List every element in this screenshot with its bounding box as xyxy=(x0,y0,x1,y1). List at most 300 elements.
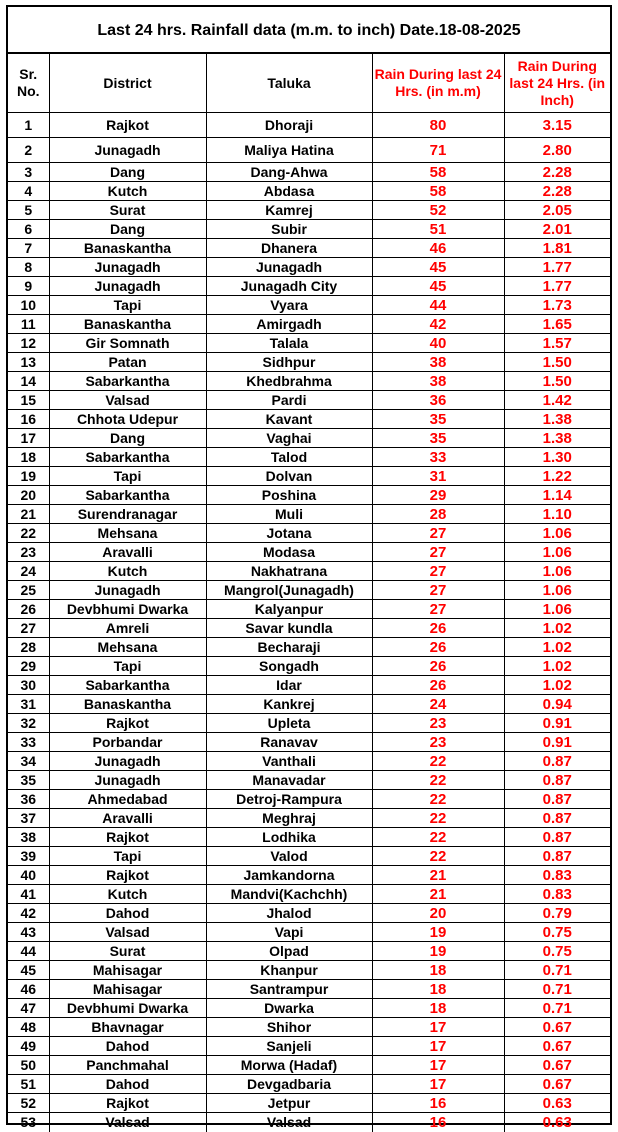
header-rain-inch: Rain During last 24 Hrs. (in Inch) xyxy=(504,54,610,113)
table-row xyxy=(8,372,610,391)
cell-district: Kutch xyxy=(49,885,206,904)
table-row xyxy=(8,1113,610,1132)
header-sr: Sr. No. xyxy=(8,54,49,113)
cell-taluka: Jotana xyxy=(206,524,372,543)
cell-rain-mm: 58 xyxy=(372,163,504,182)
cell-sr: 28 xyxy=(8,638,49,657)
cell-rain-inch: 1.77 xyxy=(504,277,610,296)
cell-rain-mm: 35 xyxy=(372,410,504,429)
cell-rain-inch: 1.77 xyxy=(504,258,610,277)
table-row xyxy=(8,904,610,923)
cell-rain-inch: 0.67 xyxy=(504,1056,610,1075)
cell-sr: 50 xyxy=(8,1056,49,1075)
cell-sr: 33 xyxy=(8,733,49,752)
cell-rain-inch: 1.06 xyxy=(504,543,610,562)
cell-rain-mm: 40 xyxy=(372,334,504,353)
cell-district: Porbandar xyxy=(49,733,206,752)
cell-sr: 7 xyxy=(8,239,49,258)
cell-rain-inch: 0.87 xyxy=(504,790,610,809)
cell-sr: 10 xyxy=(8,296,49,315)
cell-sr: 24 xyxy=(8,562,49,581)
cell-rain-inch: 0.87 xyxy=(504,771,610,790)
cell-rain-inch: 1.22 xyxy=(504,467,610,486)
cell-rain-inch: 1.73 xyxy=(504,296,610,315)
table-row xyxy=(8,1094,610,1113)
cell-district: Valsad xyxy=(49,923,206,942)
table-row xyxy=(8,486,610,505)
cell-sr: 12 xyxy=(8,334,49,353)
cell-rain-inch: 0.67 xyxy=(504,1075,610,1094)
cell-rain-mm: 27 xyxy=(372,543,504,562)
cell-rain-inch: 0.83 xyxy=(504,866,610,885)
cell-district: Banaskantha xyxy=(49,695,206,714)
table-row xyxy=(8,138,610,163)
cell-rain-mm: 27 xyxy=(372,524,504,543)
cell-rain-mm: 17 xyxy=(372,1056,504,1075)
cell-taluka: Detroj-Rampura xyxy=(206,790,372,809)
cell-rain-mm: 19 xyxy=(372,942,504,961)
cell-sr: 26 xyxy=(8,600,49,619)
cell-rain-inch: 1.30 xyxy=(504,448,610,467)
table-row xyxy=(8,277,610,296)
cell-taluka: Junagadh xyxy=(206,258,372,277)
cell-taluka: Modasa xyxy=(206,543,372,562)
cell-rain-inch: 0.91 xyxy=(504,714,610,733)
cell-rain-inch: 0.71 xyxy=(504,999,610,1018)
cell-taluka: Dang-Ahwa xyxy=(206,163,372,182)
cell-taluka: Idar xyxy=(206,676,372,695)
cell-rain-mm: 58 xyxy=(372,182,504,201)
cell-rain-mm: 18 xyxy=(372,961,504,980)
table-row xyxy=(8,201,610,220)
cell-sr: 11 xyxy=(8,315,49,334)
cell-rain-mm: 22 xyxy=(372,790,504,809)
cell-taluka: Talala xyxy=(206,334,372,353)
cell-district: Mehsana xyxy=(49,638,206,657)
cell-district: Junagadh xyxy=(49,752,206,771)
cell-taluka: Jetpur xyxy=(206,1094,372,1113)
header-row xyxy=(8,54,610,113)
cell-rain-mm: 21 xyxy=(372,866,504,885)
table-row xyxy=(8,163,610,182)
cell-sr: 34 xyxy=(8,752,49,771)
table-row xyxy=(8,771,610,790)
cell-sr: 18 xyxy=(8,448,49,467)
table-row xyxy=(8,714,610,733)
table-row xyxy=(8,790,610,809)
cell-district: Mehsana xyxy=(49,524,206,543)
cell-taluka: Savar kundla xyxy=(206,619,372,638)
cell-district: Surat xyxy=(49,201,206,220)
table-row xyxy=(8,809,610,828)
table-row xyxy=(8,315,610,334)
cell-sr: 41 xyxy=(8,885,49,904)
cell-rain-mm: 31 xyxy=(372,467,504,486)
cell-taluka: Talod xyxy=(206,448,372,467)
cell-rain-inch: 1.10 xyxy=(504,505,610,524)
cell-sr: 4 xyxy=(8,182,49,201)
table-row xyxy=(8,562,610,581)
cell-district: Bhavnagar xyxy=(49,1018,206,1037)
cell-taluka: Ranavav xyxy=(206,733,372,752)
cell-sr: 13 xyxy=(8,353,49,372)
cell-taluka: Santrampur xyxy=(206,980,372,999)
cell-taluka: Mandvi(Kachchh) xyxy=(206,885,372,904)
cell-district: Rajkot xyxy=(49,113,206,138)
cell-rain-mm: 22 xyxy=(372,847,504,866)
table-body xyxy=(8,113,610,1132)
cell-district: Kutch xyxy=(49,562,206,581)
cell-rain-mm: 19 xyxy=(372,923,504,942)
rainfall-table xyxy=(8,54,610,1132)
cell-district: Dang xyxy=(49,220,206,239)
cell-sr: 36 xyxy=(8,790,49,809)
cell-district: Tapi xyxy=(49,847,206,866)
cell-rain-inch: 0.71 xyxy=(504,980,610,999)
cell-rain-inch: 1.06 xyxy=(504,562,610,581)
cell-rain-inch: 0.79 xyxy=(504,904,610,923)
cell-rain-inch: 1.02 xyxy=(504,657,610,676)
cell-sr: 35 xyxy=(8,771,49,790)
cell-sr: 31 xyxy=(8,695,49,714)
cell-rain-inch: 0.67 xyxy=(504,1037,610,1056)
cell-sr: 5 xyxy=(8,201,49,220)
cell-district: Gir Somnath xyxy=(49,334,206,353)
cell-rain-mm: 45 xyxy=(372,277,504,296)
cell-taluka: Pardi xyxy=(206,391,372,410)
cell-sr: 19 xyxy=(8,467,49,486)
cell-taluka: Meghraj xyxy=(206,809,372,828)
table-row xyxy=(8,113,610,138)
cell-sr: 23 xyxy=(8,543,49,562)
table-row xyxy=(8,999,610,1018)
cell-district: Banaskantha xyxy=(49,315,206,334)
table-row xyxy=(8,524,610,543)
cell-rain-mm: 27 xyxy=(372,581,504,600)
cell-taluka: Khanpur xyxy=(206,961,372,980)
cell-rain-inch: 0.83 xyxy=(504,885,610,904)
cell-rain-inch: 0.67 xyxy=(504,1018,610,1037)
table-row xyxy=(8,258,610,277)
table-row xyxy=(8,847,610,866)
cell-rain-mm: 18 xyxy=(372,980,504,999)
cell-rain-mm: 27 xyxy=(372,600,504,619)
cell-district: Tapi xyxy=(49,467,206,486)
cell-rain-inch: 1.50 xyxy=(504,372,610,391)
table-row xyxy=(8,429,610,448)
table-row xyxy=(8,733,610,752)
cell-sr: 2 xyxy=(8,138,49,163)
cell-rain-mm: 27 xyxy=(372,562,504,581)
cell-district: Tapi xyxy=(49,657,206,676)
cell-sr: 15 xyxy=(8,391,49,410)
cell-sr: 44 xyxy=(8,942,49,961)
table-row xyxy=(8,410,610,429)
cell-rain-mm: 16 xyxy=(372,1094,504,1113)
cell-district: Sabarkantha xyxy=(49,676,206,695)
table-row xyxy=(8,581,610,600)
table-row xyxy=(8,220,610,239)
cell-rain-inch: 1.06 xyxy=(504,524,610,543)
cell-sr: 22 xyxy=(8,524,49,543)
cell-district: Dang xyxy=(49,163,206,182)
cell-rain-mm: 71 xyxy=(372,138,504,163)
cell-rain-mm: 45 xyxy=(372,258,504,277)
cell-district: Junagadh xyxy=(49,581,206,600)
cell-taluka: Devgadbaria xyxy=(206,1075,372,1094)
cell-rain-mm: 22 xyxy=(372,752,504,771)
cell-district: Devbhumi Dwarka xyxy=(49,999,206,1018)
cell-sr: 40 xyxy=(8,866,49,885)
cell-rain-inch: 1.42 xyxy=(504,391,610,410)
cell-rain-inch: 1.14 xyxy=(504,486,610,505)
cell-district: Dahod xyxy=(49,904,206,923)
cell-rain-mm: 52 xyxy=(372,201,504,220)
cell-district: Rajkot xyxy=(49,866,206,885)
cell-rain-mm: 26 xyxy=(372,676,504,695)
cell-rain-inch: 0.75 xyxy=(504,942,610,961)
table-row xyxy=(8,353,610,372)
table-row xyxy=(8,619,610,638)
header-district: District xyxy=(49,54,206,113)
cell-sr: 43 xyxy=(8,923,49,942)
cell-district: Valsad xyxy=(49,391,206,410)
cell-taluka: Khedbrahma xyxy=(206,372,372,391)
cell-taluka: Shihor xyxy=(206,1018,372,1037)
cell-rain-mm: 17 xyxy=(372,1018,504,1037)
cell-taluka: Lodhika xyxy=(206,828,372,847)
cell-rain-mm: 28 xyxy=(372,505,504,524)
cell-taluka: Olpad xyxy=(206,942,372,961)
cell-rain-mm: 46 xyxy=(372,239,504,258)
cell-taluka: Dwarka xyxy=(206,999,372,1018)
cell-sr: 32 xyxy=(8,714,49,733)
cell-sr: 16 xyxy=(8,410,49,429)
cell-rain-mm: 80 xyxy=(372,113,504,138)
cell-taluka: Morwa (Hadaf) xyxy=(206,1056,372,1075)
cell-rain-inch: 1.50 xyxy=(504,353,610,372)
cell-taluka: Vaghai xyxy=(206,429,372,448)
cell-sr: 27 xyxy=(8,619,49,638)
cell-district: Aravalli xyxy=(49,809,206,828)
cell-rain-mm: 44 xyxy=(372,296,504,315)
cell-sr: 37 xyxy=(8,809,49,828)
cell-rain-inch: 1.02 xyxy=(504,676,610,695)
cell-rain-mm: 51 xyxy=(372,220,504,239)
cell-district: Dang xyxy=(49,429,206,448)
cell-taluka: Mangrol(Junagadh) xyxy=(206,581,372,600)
cell-rain-mm: 23 xyxy=(372,714,504,733)
cell-taluka: Upleta xyxy=(206,714,372,733)
cell-sr: 14 xyxy=(8,372,49,391)
cell-rain-inch: 0.87 xyxy=(504,828,610,847)
cell-rain-inch: 3.15 xyxy=(504,113,610,138)
cell-taluka: Kankrej xyxy=(206,695,372,714)
cell-rain-inch: 0.71 xyxy=(504,961,610,980)
cell-district: Rajkot xyxy=(49,1094,206,1113)
cell-rain-inch: 0.87 xyxy=(504,752,610,771)
cell-rain-inch: 2.28 xyxy=(504,182,610,201)
cell-rain-inch: 1.38 xyxy=(504,410,610,429)
cell-taluka: Amirgadh xyxy=(206,315,372,334)
cell-sr: 21 xyxy=(8,505,49,524)
table-row xyxy=(8,1056,610,1075)
cell-district: Ahmedabad xyxy=(49,790,206,809)
cell-district: Dahod xyxy=(49,1037,206,1056)
cell-district: Chhota Udepur xyxy=(49,410,206,429)
cell-rain-mm: 42 xyxy=(372,315,504,334)
cell-rain-inch: 1.38 xyxy=(504,429,610,448)
cell-rain-inch: 1.65 xyxy=(504,315,610,334)
cell-taluka: Jhalod xyxy=(206,904,372,923)
cell-sr: 8 xyxy=(8,258,49,277)
cell-taluka: Manavadar xyxy=(206,771,372,790)
cell-taluka: Poshina xyxy=(206,486,372,505)
cell-taluka: Valod xyxy=(206,847,372,866)
cell-taluka: Vanthali xyxy=(206,752,372,771)
cell-rain-inch: 1.02 xyxy=(504,619,610,638)
cell-district: Amreli xyxy=(49,619,206,638)
cell-rain-inch: 0.91 xyxy=(504,733,610,752)
cell-sr: 30 xyxy=(8,676,49,695)
cell-rain-mm: 17 xyxy=(372,1037,504,1056)
cell-district: Junagadh xyxy=(49,277,206,296)
table-row xyxy=(8,942,610,961)
cell-rain-mm: 36 xyxy=(372,391,504,410)
cell-taluka: Kamrej xyxy=(206,201,372,220)
cell-taluka: Songadh xyxy=(206,657,372,676)
header-rain-mm: Rain During last 24 Hrs. (in m.m) xyxy=(372,54,504,113)
header-taluka: Taluka xyxy=(206,54,372,113)
cell-sr: 51 xyxy=(8,1075,49,1094)
cell-district: Patan xyxy=(49,353,206,372)
cell-rain-inch: 2.28 xyxy=(504,163,610,182)
table-row xyxy=(8,961,610,980)
cell-rain-mm: 16 xyxy=(372,1113,504,1132)
table-row xyxy=(8,1075,610,1094)
cell-rain-inch: 2.80 xyxy=(504,138,610,163)
sheet-title: Last 24 hrs. Rainfall data (m.m. to inch) Date.18-08-2025 xyxy=(8,7,610,54)
cell-sr: 48 xyxy=(8,1018,49,1037)
cell-rain-inch: 0.63 xyxy=(504,1113,610,1132)
cell-rain-inch: 0.87 xyxy=(504,809,610,828)
cell-district: Panchmahal xyxy=(49,1056,206,1075)
cell-taluka: Valsad xyxy=(206,1113,372,1132)
table-row xyxy=(8,182,610,201)
cell-rain-mm: 21 xyxy=(372,885,504,904)
cell-rain-mm: 38 xyxy=(372,372,504,391)
cell-rain-inch: 0.87 xyxy=(504,847,610,866)
cell-district: Junagadh xyxy=(49,138,206,163)
cell-sr: 9 xyxy=(8,277,49,296)
table-row xyxy=(8,296,610,315)
cell-rain-mm: 22 xyxy=(372,771,504,790)
cell-rain-mm: 35 xyxy=(372,429,504,448)
cell-district: Rajkot xyxy=(49,828,206,847)
cell-rain-mm: 38 xyxy=(372,353,504,372)
cell-rain-inch: 1.81 xyxy=(504,239,610,258)
cell-sr: 45 xyxy=(8,961,49,980)
cell-taluka: Jamkandorna xyxy=(206,866,372,885)
table-row xyxy=(8,543,610,562)
table-row xyxy=(8,448,610,467)
cell-district: Sabarkantha xyxy=(49,372,206,391)
rainfall-sheet xyxy=(6,5,612,1131)
cell-rain-inch: 0.94 xyxy=(504,695,610,714)
cell-taluka: Dolvan xyxy=(206,467,372,486)
cell-taluka: Dhoraji xyxy=(206,113,372,138)
cell-district: Valsad xyxy=(49,1113,206,1132)
cell-rain-inch: 2.05 xyxy=(504,201,610,220)
cell-district: Sabarkantha xyxy=(49,486,206,505)
cell-taluka: Maliya Hatina xyxy=(206,138,372,163)
cell-sr: 6 xyxy=(8,220,49,239)
cell-rain-mm: 17 xyxy=(372,1075,504,1094)
cell-district: Devbhumi Dwarka xyxy=(49,600,206,619)
cell-sr: 20 xyxy=(8,486,49,505)
cell-rain-inch: 0.63 xyxy=(504,1094,610,1113)
table-row xyxy=(8,1037,610,1056)
table-row xyxy=(8,695,610,714)
cell-sr: 49 xyxy=(8,1037,49,1056)
cell-rain-mm: 26 xyxy=(372,638,504,657)
cell-taluka: Abdasa xyxy=(206,182,372,201)
cell-sr: 53 xyxy=(8,1113,49,1132)
table-row xyxy=(8,239,610,258)
cell-rain-inch: 2.01 xyxy=(504,220,610,239)
cell-sr: 29 xyxy=(8,657,49,676)
cell-rain-mm: 26 xyxy=(372,619,504,638)
cell-district: Junagadh xyxy=(49,771,206,790)
cell-taluka: Kalyanpur xyxy=(206,600,372,619)
cell-district: Aravalli xyxy=(49,543,206,562)
cell-sr: 47 xyxy=(8,999,49,1018)
cell-rain-mm: 33 xyxy=(372,448,504,467)
table-row xyxy=(8,676,610,695)
cell-district: Surendranagar xyxy=(49,505,206,524)
table-row xyxy=(8,391,610,410)
cell-taluka: Muli xyxy=(206,505,372,524)
cell-rain-mm: 22 xyxy=(372,828,504,847)
cell-district: Sabarkantha xyxy=(49,448,206,467)
cell-taluka: Junagadh City xyxy=(206,277,372,296)
cell-taluka: Sidhpur xyxy=(206,353,372,372)
cell-sr: 3 xyxy=(8,163,49,182)
cell-district: Kutch xyxy=(49,182,206,201)
cell-rain-mm: 18 xyxy=(372,999,504,1018)
cell-rain-inch: 1.02 xyxy=(504,638,610,657)
cell-district: Junagadh xyxy=(49,258,206,277)
cell-taluka: Sanjeli xyxy=(206,1037,372,1056)
cell-taluka: Kavant xyxy=(206,410,372,429)
cell-sr: 42 xyxy=(8,904,49,923)
table-row xyxy=(8,600,610,619)
table-row xyxy=(8,923,610,942)
table-row xyxy=(8,980,610,999)
cell-taluka: Dhanera xyxy=(206,239,372,258)
table-row xyxy=(8,657,610,676)
cell-rain-inch: 1.06 xyxy=(504,581,610,600)
cell-rain-mm: 29 xyxy=(372,486,504,505)
table-row xyxy=(8,467,610,486)
table-row xyxy=(8,638,610,657)
table-row xyxy=(8,334,610,353)
cell-district: Banaskantha xyxy=(49,239,206,258)
cell-district: Surat xyxy=(49,942,206,961)
cell-sr: 38 xyxy=(8,828,49,847)
cell-sr: 39 xyxy=(8,847,49,866)
cell-district: Mahisagar xyxy=(49,961,206,980)
